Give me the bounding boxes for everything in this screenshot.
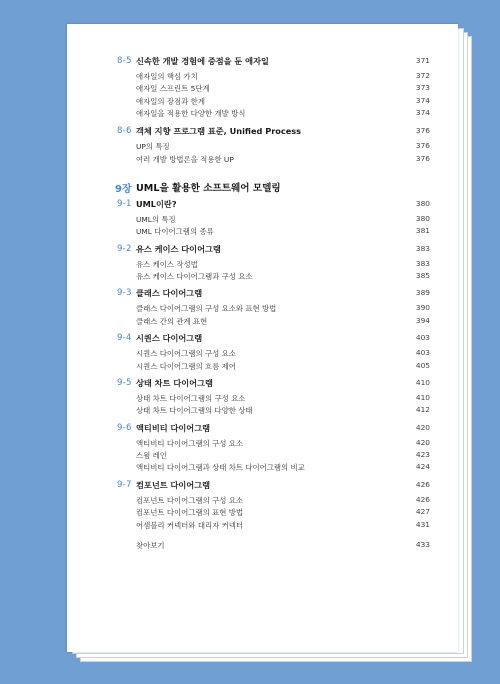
section-title: 객체 지향 프로그램 표준, Unified Process — [136, 126, 302, 137]
toc-section-row[interactable] — [67, 199, 458, 212]
section-page-number: 426 — [415, 479, 430, 489]
item-title: 애자일의 핵심 가치 — [136, 72, 198, 81]
toc-item-row[interactable] — [67, 83, 458, 96]
item-title: UML의 특징 — [136, 214, 176, 224]
item-title: 클래스 간의 관계 표현 — [136, 316, 208, 326]
item-title: 컴포넌트 다이어그램의 표현 방법 — [136, 508, 244, 518]
section-title: 시퀀스 다이어그램 — [136, 333, 203, 344]
toc-item-row[interactable] — [67, 450, 458, 463]
toc-section-row[interactable] — [67, 480, 458, 493]
item-title: 어셈블리 커넥터와 대리자 커넥터 — [136, 520, 244, 530]
section-number: 9-4 — [117, 333, 132, 344]
item-title: 시퀀스 다이어그램의 흐름 제어 — [136, 361, 236, 371]
toc-item-row[interactable] — [67, 438, 458, 451]
item-page-number: 383 — [415, 258, 430, 268]
index-page-number: 433 — [415, 540, 430, 549]
item-page-number: 424 — [415, 462, 430, 472]
section-title: 컴포넌트 다이어그램 — [136, 479, 211, 490]
toc-item-row[interactable] — [67, 141, 458, 154]
item-page-number: 373 — [415, 83, 430, 93]
section-title: UML이란? — [136, 198, 177, 209]
toc-section-row[interactable] — [67, 56, 458, 69]
item-title: UP의 특징 — [136, 142, 170, 152]
section-title: 클래스 다이어그램 — [136, 288, 203, 299]
toc-item-row[interactable] — [67, 462, 458, 475]
section-number: 8-6 — [117, 126, 132, 137]
section-title: 신속한 개발 경험에 중점을 둔 애자일 — [136, 56, 269, 66]
item-page-number: 412 — [415, 405, 430, 415]
item-page-number: 405 — [415, 360, 430, 370]
toc-item-row[interactable] — [67, 507, 458, 520]
section-number: 9-6 — [117, 422, 132, 433]
chapter-title: UML을 활용한 소프트웨어 모델링 — [136, 182, 281, 194]
toc-section-row[interactable] — [67, 288, 458, 301]
toc-item-row[interactable] — [67, 108, 458, 121]
toc-item-row[interactable] — [67, 154, 458, 167]
section-number: 9-5 — [117, 378, 132, 388]
section-page-number: 376 — [415, 126, 430, 136]
toc-item-row[interactable] — [67, 405, 458, 418]
section-page-number: 371 — [415, 56, 430, 65]
toc-item-row[interactable] — [67, 495, 458, 508]
item-title: 시퀀스 다이어그램의 구성 요소 — [136, 349, 236, 359]
toc-item-row[interactable] — [67, 96, 458, 109]
item-page-number: 403 — [415, 348, 430, 358]
section-title: 액티비티 다이어그램 — [136, 422, 211, 433]
item-page-number: 427 — [415, 507, 430, 517]
toc-section-row[interactable] — [67, 378, 458, 391]
item-page-number: 381 — [415, 226, 430, 236]
item-title: 유스 케이스 다이어그램과 구성 요소 — [136, 271, 253, 281]
table-of-contents — [67, 24, 458, 652]
toc-item-row[interactable] — [67, 520, 458, 533]
toc-item-row[interactable] — [67, 361, 458, 374]
toc-item-row[interactable] — [67, 303, 458, 316]
toc-item-row[interactable] — [67, 348, 458, 361]
toc-page — [67, 24, 458, 652]
toc-section-row[interactable] — [67, 126, 458, 139]
section-number: 9-3 — [117, 288, 132, 299]
chapter-number: 9장 — [115, 183, 132, 195]
item-title: 애자일을 적용한 다양한 개발 방식 — [136, 108, 246, 118]
item-title: 상태 차트 다이어그램의 구성 요소 — [136, 394, 246, 403]
section-title: 상태 차트 다이어그램 — [136, 378, 213, 388]
item-title: 애자일의 장점과 한계 — [136, 96, 205, 106]
toc-item-row[interactable] — [67, 393, 458, 406]
section-page-number: 389 — [415, 288, 430, 298]
toc-item-row[interactable] — [67, 271, 458, 284]
toc-section-row[interactable] — [67, 244, 458, 257]
item-page-number: 423 — [415, 450, 430, 460]
item-title: 액티비티 다이어그램과 상태 차트 다이어그램의 비교 — [136, 463, 305, 473]
item-page-number: 420 — [415, 437, 430, 447]
section-number: 9-7 — [117, 479, 132, 490]
chapter-heading[interactable] — [67, 180, 458, 196]
item-page-number: 372 — [415, 71, 430, 80]
section-title: 유스 케이스 다이어그램 — [136, 243, 221, 254]
item-page-number: 390 — [415, 303, 430, 313]
item-page-number: 380 — [415, 213, 430, 223]
section-page-number: 383 — [415, 243, 430, 253]
toc-section-row[interactable] — [67, 423, 458, 436]
item-page-number: 385 — [415, 270, 430, 280]
section-page-number: 420 — [415, 422, 430, 432]
item-title: UML 다이어그램의 종류 — [136, 227, 214, 237]
toc-item-row[interactable] — [67, 259, 458, 272]
toc-section-row[interactable] — [67, 333, 458, 346]
section-number: 9-2 — [117, 243, 132, 254]
item-title: 유스 케이스 작성법 — [136, 259, 198, 269]
item-page-number: 426 — [415, 494, 430, 504]
item-page-number: 374 — [415, 95, 430, 105]
toc-item-row[interactable] — [67, 71, 458, 84]
section-page-number: 403 — [415, 333, 430, 343]
item-page-number: 394 — [415, 315, 430, 325]
item-title: 상태 차트 다이어그램의 다양한 상태 — [136, 406, 253, 416]
section-page-number: 410 — [415, 378, 430, 387]
section-number: 8-5 — [117, 56, 132, 66]
toc-item-row[interactable] — [67, 226, 458, 239]
item-page-number: 431 — [415, 519, 430, 529]
item-title: 애자일 스프린트 5단계 — [136, 84, 210, 94]
item-title: 여러 개발 방법론을 적용한 UP — [136, 154, 234, 164]
index-title: 찾아보기 — [136, 541, 165, 550]
section-number: 9-1 — [117, 198, 132, 209]
toc-item-row[interactable] — [67, 214, 458, 227]
item-page-number: 410 — [415, 393, 430, 402]
item-page-number: 376 — [415, 141, 430, 151]
section-page-number: 380 — [415, 198, 430, 208]
item-title: 액티비티 다이어그램의 구성 요소 — [136, 438, 244, 448]
toc-item-row[interactable] — [67, 316, 458, 329]
item-page-number: 374 — [415, 107, 430, 117]
item-title: 컴포넌트 다이어그램의 구성 요소 — [136, 495, 244, 505]
item-title: 클래스 다이어그램의 구성 요소와 표현 방법 — [136, 304, 277, 314]
toc-index-row[interactable] — [67, 540, 458, 553]
item-page-number: 376 — [415, 153, 430, 163]
item-title: 스윔 레인 — [136, 451, 167, 461]
